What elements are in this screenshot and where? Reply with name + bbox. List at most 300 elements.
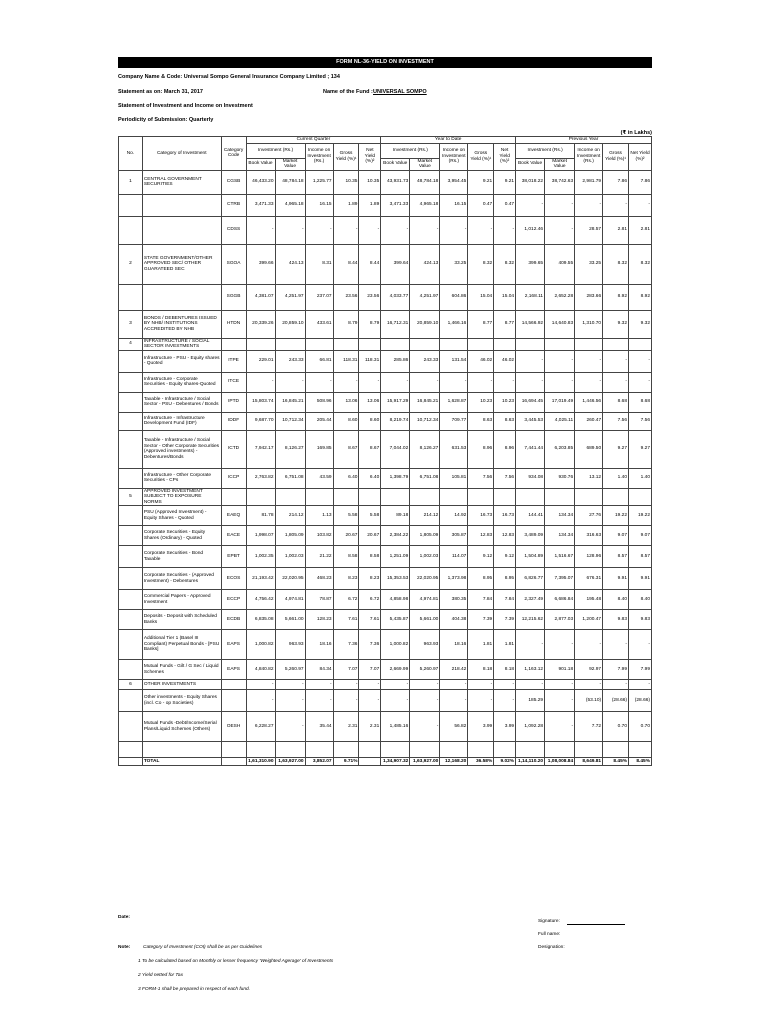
value-cell: 399.64 (381, 244, 410, 284)
row-number: 2 (119, 244, 143, 284)
value-cell (333, 742, 359, 758)
value-cell (468, 338, 494, 350)
header-gross-yield: Gross Yield (%)¹ (603, 143, 629, 170)
value-cell: - (359, 216, 381, 244)
value-cell: 10.35 (359, 170, 381, 194)
value-cell: 38,018.22 (516, 170, 545, 194)
value-cell: 9.27 (603, 430, 629, 468)
value-cell (468, 742, 494, 758)
value-cell: 14,566.92 (516, 310, 545, 338)
value-cell: 5.58 (333, 506, 359, 526)
category-code: CTRB (221, 194, 246, 216)
value-cell: 48,784.18 (275, 170, 305, 194)
value-cell (246, 488, 275, 506)
category-cell: APPROVED INVESTMENT SUBJECT TO EXPOSURE NORMS (142, 488, 221, 506)
value-cell (575, 742, 603, 758)
value-cell: - (305, 216, 333, 244)
value-cell: 20.67 (333, 526, 359, 546)
value-cell: 6,751.08 (275, 468, 305, 488)
value-cell: 15,353.53 (381, 568, 410, 590)
value-cell: 508.96 (305, 392, 333, 412)
category-code (221, 680, 246, 690)
value-cell: 218.42 (440, 660, 468, 680)
value-cell: 8.32 (603, 244, 629, 284)
value-cell: 13.12 (575, 468, 603, 488)
value-cell: 8.58 (359, 546, 381, 568)
value-cell: 7.99 (603, 660, 629, 680)
row-number: 1 (119, 170, 143, 194)
value-cell: 195.48 (575, 590, 603, 610)
value-cell: - (629, 630, 652, 660)
value-cell: 1,163.12 (516, 660, 545, 680)
value-cell: 8.23 (333, 568, 359, 590)
value-cell (305, 488, 333, 506)
value-cell: 8.40 (629, 590, 652, 610)
form-title-banner: FORM NL-36-YIELD ON INVESTMENT (118, 57, 652, 68)
value-cell: 12,215.62 (516, 610, 545, 630)
value-cell: 8.60 (333, 412, 359, 430)
category-cell: Other investments - Equity Shares (incl. Co - op Societies) (142, 690, 221, 712)
value-cell (381, 338, 410, 350)
footnote-1: 1 To be calculated based on Monthly or lesser frequency 'Weighted Agerage' of Investments (138, 959, 334, 964)
value-cell: 1.89 (359, 194, 381, 216)
row-number: 3 (119, 310, 143, 338)
value-cell: - (575, 630, 603, 660)
value-cell: - (516, 194, 545, 216)
value-cell (516, 338, 545, 350)
value-cell (494, 742, 516, 758)
value-cell: 8.57 (603, 546, 629, 568)
value-cell: 7.84 (468, 590, 494, 610)
statement-title: Statement of Investment and Income on Investment (118, 103, 253, 109)
value-cell: 1.89 (333, 194, 359, 216)
category-code: EACE (221, 526, 246, 546)
value-cell: 169.85 (305, 430, 333, 468)
category-cell: STATE GOVERNMENT/OTHER APPROVED SEC/ OTHER GUARATEED SEC (142, 244, 221, 284)
value-cell: 404.38 (440, 610, 468, 630)
value-cell: 12,168.20 (440, 758, 468, 766)
note-text: Category of Investment (COI) shall be as per Guidelines (143, 945, 263, 950)
value-cell: 118.31 (333, 350, 359, 372)
category-cell: Taxable - Infrastructure / Social Sector - Other Corporate Securities (Approved investments) - Debentures/Bonds (142, 430, 221, 468)
value-cell: 1,446.56 (575, 392, 603, 412)
category-cell: Corporate Securities - Bond Taxable (142, 546, 221, 568)
value-cell: 930.76 (545, 468, 575, 488)
value-cell: - (381, 680, 410, 690)
value-cell: 20,339.26 (246, 310, 275, 338)
value-cell: 5,260.97 (275, 660, 305, 680)
value-cell: 20,859.10 (410, 310, 440, 338)
value-cell: - (603, 630, 629, 660)
value-cell: 963.93 (410, 630, 440, 660)
header-net-yield: Net Yield (%)² (359, 143, 381, 170)
table-row (119, 568, 652, 590)
value-cell: 22,020.95 (410, 568, 440, 590)
value-cell: 676.31 (575, 568, 603, 590)
value-cell: 10,712.34 (410, 412, 440, 430)
table-row (119, 170, 652, 194)
value-cell: 1,805.09 (410, 526, 440, 546)
value-cell: 1.40 (603, 468, 629, 488)
table-row (119, 526, 652, 546)
value-cell: 8.68 (629, 392, 652, 412)
value-cell: 16,845.21 (410, 392, 440, 412)
value-cell (410, 742, 440, 758)
category-cell: CENTRAL GOVERNMENT SECURITIES (142, 170, 221, 194)
value-cell: 7,044.02 (381, 430, 410, 468)
value-cell (603, 742, 629, 758)
value-cell (516, 488, 545, 506)
row-number (119, 194, 143, 216)
category-cell: INFRASTRUCTURE / SOCIAL SECTOR INVESTMENTS (142, 338, 221, 350)
investment-table (118, 136, 652, 766)
value-cell: 14,640.83 (545, 310, 575, 338)
value-cell: 18.16 (305, 630, 333, 660)
value-cell (410, 338, 440, 350)
value-cell (305, 742, 333, 758)
row-number (119, 284, 143, 310)
value-cell: 1.81 (494, 630, 516, 660)
category-code: HTDN (221, 310, 246, 338)
value-cell: - (545, 372, 575, 392)
value-cell: 1,310.70 (575, 310, 603, 338)
table-body (119, 170, 652, 766)
value-cell: 243.33 (410, 350, 440, 372)
value-cell: - (468, 216, 494, 244)
header-book-value: Book Value (381, 158, 410, 170)
value-cell: - (275, 690, 305, 712)
category-code: CDSS (221, 216, 246, 244)
footnote-2: 2 Yield netted for Tax (138, 973, 183, 978)
value-cell: 144.41 (516, 506, 545, 526)
value-cell: 20,859.10 (275, 310, 305, 338)
value-cell: - (333, 690, 359, 712)
value-cell: 56.82 (440, 712, 468, 742)
category-code: ECDB (221, 610, 246, 630)
value-cell: 2,652.28 (545, 284, 575, 310)
value-cell: 8.92 (603, 284, 629, 310)
value-cell: 66.81 (305, 350, 333, 372)
value-cell: 8.45% (629, 758, 652, 766)
header-no: No. (119, 137, 143, 171)
header-income: Income on Investment (Rs.) (305, 143, 333, 170)
value-cell: 6.72 (359, 590, 381, 610)
value-cell: 934.08 (516, 468, 545, 488)
value-cell: 8.18 (468, 660, 494, 680)
value-cell: 17,019.49 (545, 392, 575, 412)
value-cell (440, 488, 468, 506)
fund-label: Name of the Fund : (323, 89, 373, 95)
value-cell: - (545, 712, 575, 742)
value-cell: 237.07 (305, 284, 333, 310)
value-cell: 8.60 (359, 412, 381, 430)
value-cell: - (629, 680, 652, 690)
row-number (119, 590, 143, 610)
value-cell: 128.96 (575, 546, 603, 568)
category-cell: BONDS / DEBENTURES ISSUED BY NHB/ INSTITUTIONS ACCREDITED BY NHB (142, 310, 221, 338)
value-cell (359, 742, 381, 758)
value-cell: 105.81 (440, 468, 468, 488)
category-cell: Corporate Securities - Equity Shares (Ordinary) - Quoted (142, 526, 221, 546)
table-row (119, 690, 652, 712)
value-cell: 7.99 (629, 660, 652, 680)
value-cell: 5.58 (359, 506, 381, 526)
value-cell: 9.91 (629, 568, 652, 590)
value-cell: 8.31 (305, 244, 333, 284)
value-cell: 409.55 (545, 244, 575, 284)
value-cell: (28.66) (603, 690, 629, 712)
row-number (119, 610, 143, 630)
header-income: Income on Investment (Rs.) (575, 143, 603, 170)
value-cell: 36.58% (468, 758, 494, 766)
value-cell: 380.35 (440, 590, 468, 610)
footnote-3: 3 FORM-1 shall be prepared in respect of each fund. (138, 987, 250, 992)
table-row (119, 392, 652, 412)
value-cell: 316.63 (575, 526, 603, 546)
value-cell: - (545, 690, 575, 712)
value-cell: 9.32 (629, 310, 652, 338)
header-income: Income on Investment (Rs.) (440, 143, 468, 170)
value-cell: 1.13 (305, 506, 333, 526)
note-label: Note: (118, 945, 131, 950)
header-investment: Investment (Rs.) (516, 143, 575, 158)
table-row (119, 194, 652, 216)
category-code: OESH (221, 712, 246, 742)
value-cell: 10.35 (333, 170, 359, 194)
value-cell: 19.22 (629, 506, 652, 526)
value-cell: - (468, 690, 494, 712)
value-cell: 8.63 (494, 412, 516, 430)
value-cell: 5,435.87 (381, 610, 410, 630)
table-row (119, 350, 652, 372)
value-cell: 214.12 (410, 506, 440, 526)
row-number (119, 216, 143, 244)
row-number (119, 546, 143, 568)
header-previous-year: Previous Year (516, 137, 652, 144)
category-code (221, 488, 246, 506)
value-cell: 7.56 (603, 412, 629, 430)
value-cell: 0.70 (629, 712, 652, 742)
value-cell (381, 742, 410, 758)
value-cell: 10.23 (494, 392, 516, 412)
value-cell: 21,193.42 (246, 568, 275, 590)
value-cell (603, 338, 629, 350)
value-cell: - (381, 372, 410, 392)
value-cell: 7,441.44 (516, 430, 545, 468)
value-cell: 5,260.97 (410, 660, 440, 680)
value-cell: 2.31 (359, 712, 381, 742)
value-cell: 46,433.20 (246, 170, 275, 194)
category-code: ICTD (221, 430, 246, 468)
category-code: ECCP (221, 590, 246, 610)
value-cell (410, 488, 440, 506)
value-cell: 1,466.16 (440, 310, 468, 338)
value-cell: 9.21 (494, 170, 516, 194)
value-cell: 9.21 (468, 170, 494, 194)
value-cell: 4,025.11 (545, 412, 575, 430)
value-cell: - (603, 680, 629, 690)
value-cell: 8,219.74 (381, 412, 410, 430)
value-cell: 2,763.82 (246, 468, 275, 488)
value-cell: 12.83 (494, 526, 516, 546)
value-cell: - (333, 680, 359, 690)
value-cell: 1,002.03 (410, 546, 440, 568)
value-cell: 424.13 (275, 244, 305, 284)
value-cell: 8.77 (468, 310, 494, 338)
value-cell (333, 488, 359, 506)
value-cell: - (246, 216, 275, 244)
row-number (119, 392, 143, 412)
value-cell: 5,661.00 (275, 610, 305, 630)
value-cell: 205.44 (305, 412, 333, 430)
value-cell: 1,012.46 (516, 216, 545, 244)
value-cell: 8,126.27 (275, 430, 305, 468)
value-cell: - (275, 216, 305, 244)
value-cell (381, 488, 410, 506)
value-cell: 3.99 (494, 712, 516, 742)
header-investment: Investment (Rs.) (246, 143, 305, 158)
value-cell: 1,63,927.00 (410, 758, 440, 766)
value-cell: 604.86 (440, 284, 468, 310)
value-cell (440, 338, 468, 350)
value-cell: 15,917.29 (381, 392, 410, 412)
category-code (221, 690, 246, 712)
value-cell: 6,826.77 (516, 568, 545, 590)
value-cell: 8.96 (468, 430, 494, 468)
value-cell: 6,835.08 (246, 610, 275, 630)
value-cell: 134.34 (545, 506, 575, 526)
value-cell: 1,805.09 (275, 526, 305, 546)
value-cell: 6,203.85 (545, 430, 575, 468)
value-cell: 33.25 (575, 244, 603, 284)
value-cell: - (545, 350, 575, 372)
table-row (119, 610, 652, 630)
value-cell: 1,251.09 (381, 546, 410, 568)
category-cell: Deposits - Deposit with Scheduled Banks (142, 610, 221, 630)
value-cell: 6.40 (333, 468, 359, 488)
value-cell: 8.96 (494, 430, 516, 468)
value-cell: 15,803.74 (246, 392, 275, 412)
value-cell: 689.50 (575, 430, 603, 468)
value-cell: 2.81 (629, 216, 652, 244)
value-cell: 4,965.18 (410, 194, 440, 216)
row-number (119, 742, 143, 758)
value-cell: 84.34 (305, 660, 333, 680)
value-cell (494, 338, 516, 350)
value-cell: - (494, 216, 516, 244)
row-number (119, 350, 143, 372)
value-cell: 16.15 (305, 194, 333, 216)
category-cell (142, 284, 221, 310)
value-cell: - (410, 372, 440, 392)
value-cell (545, 742, 575, 758)
value-cell: 399.66 (246, 244, 275, 284)
value-cell: 9.83 (603, 610, 629, 630)
value-cell: 1,61,310.90 (246, 758, 275, 766)
value-cell: 15.04 (468, 284, 494, 310)
category-cell: Infrastructure - Corporate Securities - Equity shares-Quoted (142, 372, 221, 392)
category-code (221, 742, 246, 758)
value-cell: 3,471.33 (381, 194, 410, 216)
value-cell: 9.83 (629, 610, 652, 630)
table-row (119, 488, 652, 506)
category-cell: TOTAL (142, 758, 221, 766)
value-cell: 8.32 (468, 244, 494, 284)
value-cell: 1,08,008.84 (545, 758, 575, 766)
value-cell: - (275, 372, 305, 392)
value-cell: - (468, 372, 494, 392)
value-cell: - (275, 712, 305, 742)
value-cell: 8,126.27 (410, 430, 440, 468)
row-number (119, 372, 143, 392)
value-cell: 7.86 (629, 170, 652, 194)
value-cell: 185.29 (516, 690, 545, 712)
value-cell: 16,712.31 (381, 310, 410, 338)
value-cell: 134.34 (545, 526, 575, 546)
category-cell: Infrastructure - Other Corporate Securities - CPs (142, 468, 221, 488)
value-cell (629, 338, 652, 350)
header-net-yield: Net Yield (%)² (629, 143, 652, 170)
value-cell: 4,033.77 (381, 284, 410, 310)
value-cell: 2,168.11 (516, 284, 545, 310)
value-cell: 0.70 (603, 712, 629, 742)
value-cell: - (575, 350, 603, 372)
value-cell: 8.40 (603, 590, 629, 610)
value-cell: - (305, 680, 333, 690)
header-gross-yield: Gross Yield (%)¹ (333, 143, 359, 170)
value-cell: (28.66) (629, 690, 652, 712)
header-investment: Investment (Rs.) (381, 143, 440, 158)
value-cell: 283.66 (575, 284, 603, 310)
value-cell: - (516, 630, 545, 660)
value-cell: - (410, 690, 440, 712)
value-cell: - (629, 194, 652, 216)
value-cell: 33.25 (440, 244, 468, 284)
date-label: Date: (118, 915, 130, 920)
value-cell: 901.18 (545, 660, 575, 680)
value-cell (545, 488, 575, 506)
header-book-value: Book Value (246, 158, 275, 170)
value-cell: - (410, 216, 440, 244)
category-code: ITCE (221, 372, 246, 392)
value-cell: - (410, 712, 440, 742)
value-cell: 3,445.53 (516, 412, 545, 430)
table-row (119, 338, 652, 350)
value-cell: 13.06 (359, 392, 381, 412)
value-cell: 21.22 (305, 546, 333, 568)
table-row (119, 630, 652, 660)
value-cell: 16.15 (440, 194, 468, 216)
value-cell: 8.95 (468, 568, 494, 590)
value-cell (359, 488, 381, 506)
value-cell: - (246, 680, 275, 690)
value-cell: - (440, 372, 468, 392)
value-cell: - (359, 690, 381, 712)
row-number: 6 (119, 680, 143, 690)
category-cell: PSU (Approved Investment) - Equity Shares - Quoted (142, 506, 221, 526)
category-cell: Infrastructure - PSU - Equity shares - Quoted (142, 350, 221, 372)
value-cell: 9.07 (629, 526, 652, 546)
value-cell: - (494, 690, 516, 712)
value-cell: 7.36 (359, 630, 381, 660)
table-row (119, 590, 652, 610)
category-cell: Additional Tier 1 (Basel III Compliant) Perpetual Bonds - [PSU Banks] (142, 630, 221, 660)
value-cell: 709.77 (440, 412, 468, 430)
value-cell: 128.23 (305, 610, 333, 630)
category-code: SGOA (221, 244, 246, 284)
table-row (119, 712, 652, 742)
value-cell (305, 338, 333, 350)
